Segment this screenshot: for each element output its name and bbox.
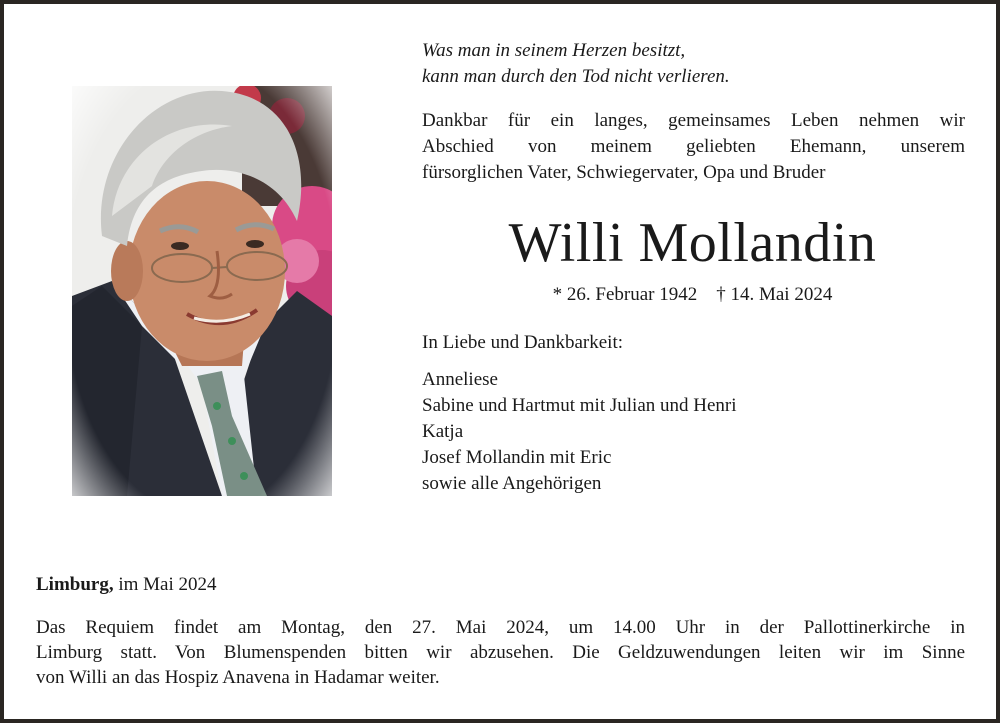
thanks-line: Abschied von meinem geliebten Ehemann, unserem [422, 136, 965, 157]
mourner-name: Katja [422, 421, 464, 442]
place-date: im Mai 2024 [113, 574, 217, 595]
notice-line: Limburg statt. Von Blumenspenden bitten wir abzusehen. Die Geldzuwendungen leiten wir im Sinne [36, 642, 965, 663]
thanks-paragraph [422, 108, 965, 186]
notice-line: Das Requiem findet am Montag, den 27. Mai 2024, um 14.00 Uhr in der Pallottinerkirche in [36, 617, 965, 638]
thanks-line: fürsorglichen Vater, Schwiegervater, Opa und Bruder [422, 162, 826, 183]
portrait-photo [72, 86, 332, 496]
thanks-line: Dankbar für ein langes, gemeinsames Leben nehmen wir [422, 110, 965, 131]
mourner-name: sowie alle Angehörigen [422, 473, 602, 494]
place-city: Limburg, [36, 574, 114, 595]
requiem-notice [36, 615, 965, 690]
quote-line: kann man durch den Tod nicht verlieren. [422, 66, 730, 87]
mourner-name: Sabine und Hartmut mit Julian und Henri [422, 395, 737, 416]
mourner-name: Josef Mollandin mit Eric [422, 447, 612, 468]
mourners-list [422, 367, 737, 497]
deceased-name: Willi Mollandin [508, 212, 877, 274]
place-and-date [36, 572, 217, 598]
mourner-name: Anneliese [422, 369, 498, 390]
mourners-intro: In Liebe und Dankbarkeit: [422, 332, 624, 353]
life-dates: * 26. Februar 1942 † 14. Mai 2024 [552, 284, 833, 305]
notice-line: von Willi an das Hospiz Anavena in Hadamar weiter. [36, 667, 440, 688]
quote-line: Was man in seinem Herzen besitzt, [422, 40, 686, 61]
memorial-quote [422, 38, 982, 90]
